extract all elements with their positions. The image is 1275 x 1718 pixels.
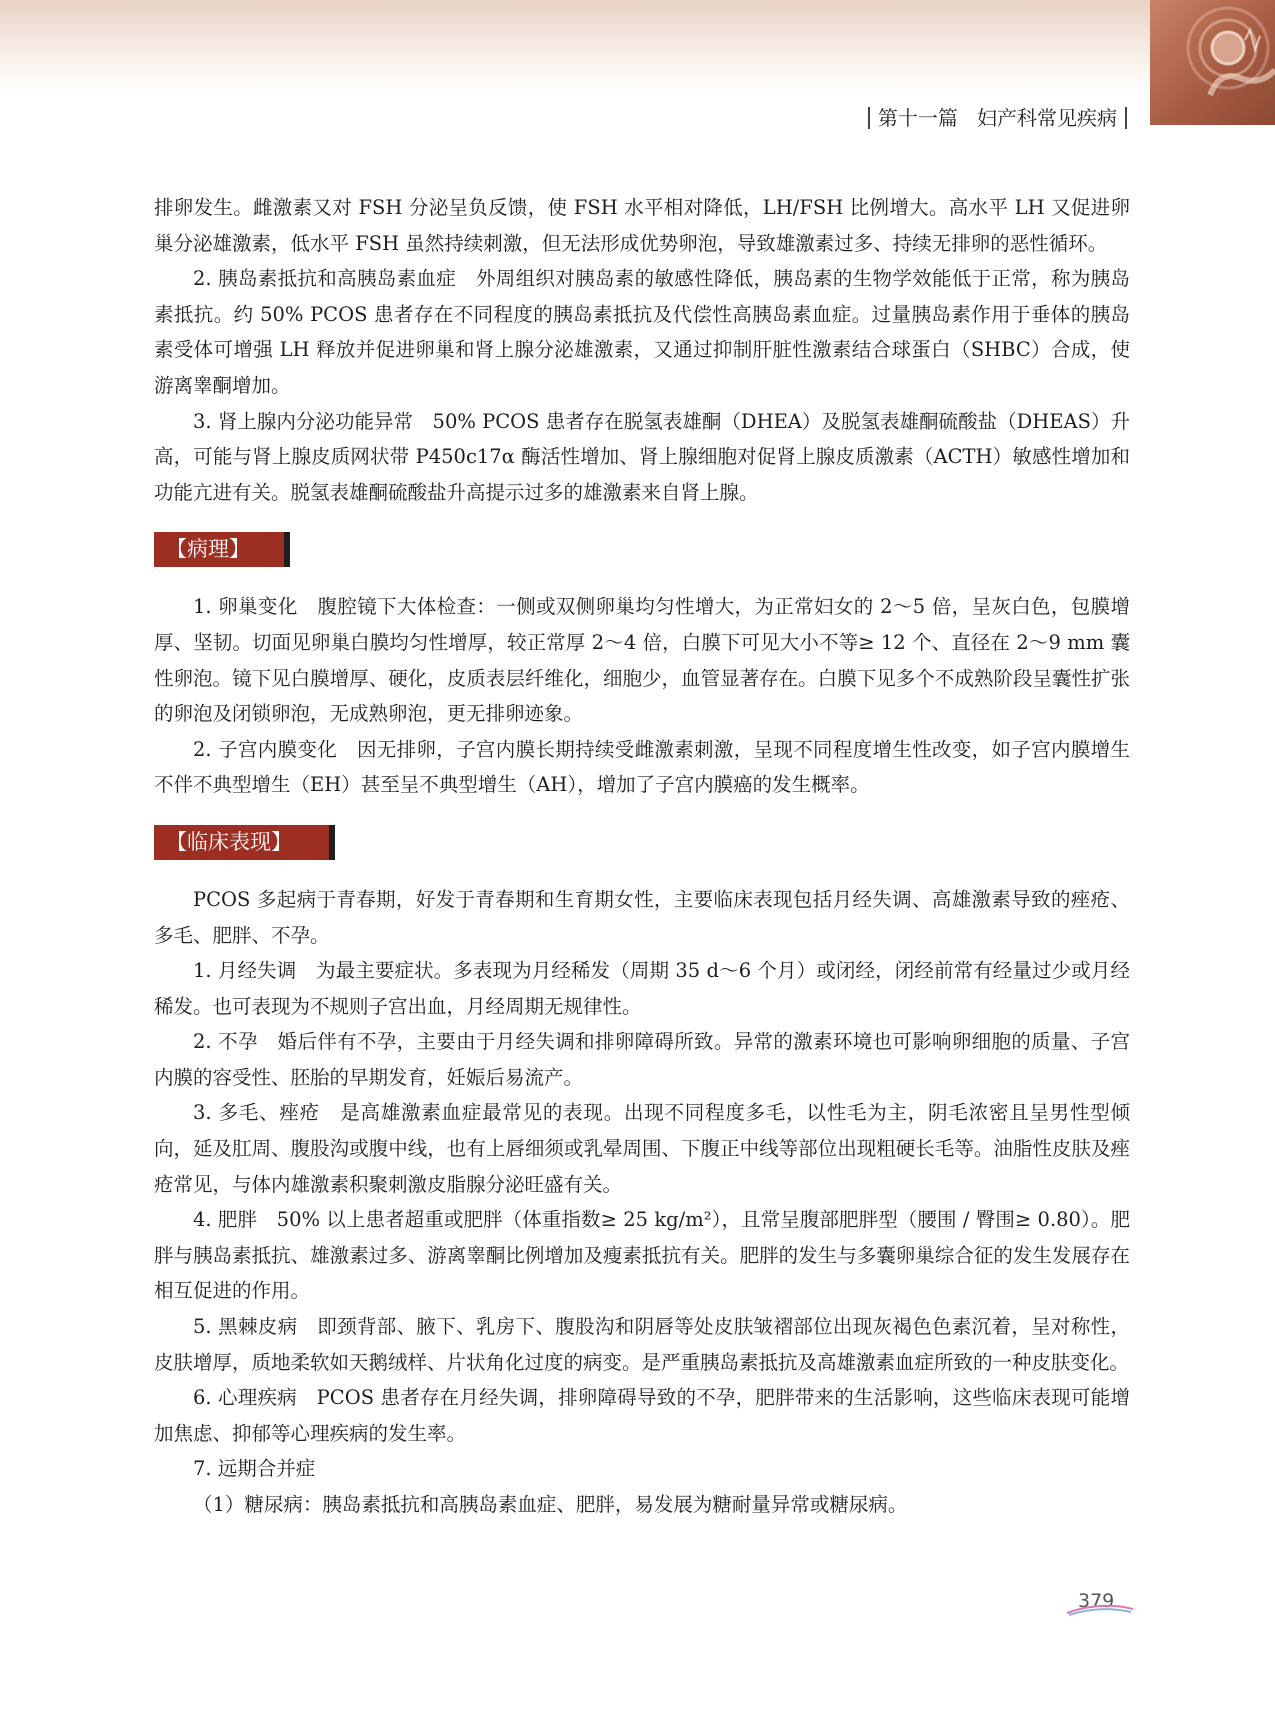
paragraph: PCOS 多起病于青春期，好发于青春期和生育期女性，主要临床表现包括月经失调、高雄激素导致的痤疮、多毛、肥胖、不孕。 [154, 887, 1130, 947]
header-title: 妇产科常见疾病 [977, 106, 1117, 130]
paragraph: 2. 子宫内膜变化 因无排卵，子宫内膜长期持续受雌激素刺激，呈现不同程度增生性改变，如子宫内膜增生不伴不典型增生（EH）甚至呈不典型增生（AH），增加了子宫内膜癌的发生概率。 [154, 737, 1130, 797]
header-divider [868, 107, 870, 129]
paragraph: 2. 胰岛素抵抗和高胰岛素血症 外周组织对胰岛素的敏感性降低，胰岛素的生物学效能低于正常，称为胰岛素抵抗。约 50% PCOS 患者存在不同程度的胰岛素抵抗及代偿性高胰岛素血症。过量胰岛素作用于垂体的胰岛素受体可增强 LH 释放并促进卵巢和肾上腺分泌雄激素，又通过抑制肝脏性激素结合球蛋白（SHBC）合成，使游离睾酮增加。 [154, 267, 1130, 397]
page-body [154, 190, 1130, 1523]
header-decoration-image [1150, 0, 1275, 125]
paragraph: 1. 卵巢变化 腹腔镜下大体检查：一侧或双侧卵巢均匀性增大，为正常妇女的 2～5 倍，呈灰白色，包膜增厚、坚韧。切面见卵巢白膜均匀性增厚，较正常厚 2～4 倍，白膜下可见大小不等≥ 12 个、直径在 2～9 mm 囊性卵泡。镜下见白膜增厚、硬化，皮质表层纤维化，细胞少，血管显著存在。白膜下见多个不成熟阶段呈囊性扩张的卵泡及闭锁卵泡，无成熟卵泡，更无排卵迹象。 [154, 595, 1130, 726]
paragraph: 2. 不孕 婚后伴有不孕，主要由于月经失调和排卵障碍所致。异常的激素环境也可影响卵细胞的质量、子宫内膜的容受性、胚胎的早期发育，妊娠后易流产。 [154, 1030, 1130, 1089]
header-band [0, 0, 1275, 95]
paragraph: 排卵发生。雌激素又对 FSH 分泌呈负反馈，使 FSH 水平相对降低，LH/FSH 比例增大。高水平 LH 又促进卵巢分泌雄激素，低水平 FSH 虽然持续刺激，但无法形成优势卵泡，导致雄激素过多、持续无排卵的恶性循环。 [154, 196, 1130, 255]
paragraph: 3. 肾上腺内分泌功能异常 50% PCOS 患者存在脱氢表雄酮（DHEA）及脱氢表雄酮硫酸盐（DHEAS）升高，可能与肾上腺皮质网状带 P450c17α 酶活性增加、肾上腺细胞对促肾上腺皮质激素（ACTH）敏感性增加和功能亢进有关。脱氢表雄酮硫酸盐升高提示过多的雄激素来自肾上腺。 [154, 409, 1130, 504]
paragraph: 1. 月经失调 为最主要症状。多表现为月经稀发（周期 35 d～6 个月）或闭经，闭经前常有经量过少或月经稀发。也可表现为不规则子宫出血，月经周期无规律性。 [154, 959, 1130, 1018]
paragraph: 6. 心理疾病 PCOS 患者存在月经失调，排卵障碍导致的不孕，肥胖带来的生活影响，这些临床表现可能增加焦虑、抑郁等心理疾病的发生率。 [154, 1386, 1130, 1445]
running-header [860, 102, 1135, 131]
header-divider [1125, 107, 1127, 129]
paragraph: 5. 黑棘皮病 即颈背部、腋下、乳房下、腹股沟和阴唇等处皮肤皱褶部位出现灰褐色色素沉着，呈对称性，皮肤增厚，质地柔软如天鹅绒样、片状角化过度的病变。是严重胰岛素抵抗及高雄激素血症所致的一种皮肤变化。 [154, 1315, 1130, 1374]
paragraph: （1）糖尿病：胰岛素抵抗和高胰岛素血症、肥胖，易发展为糖耐量异常或糖尿病。 [193, 1493, 908, 1516]
stethoscope-icon [1150, 0, 1275, 125]
paragraph: 3. 多毛、痤疮 是高雄激素血症最常见的表现。出现不同程度多毛，以性毛为主，阴毛浓密且呈男性型倾向，延及肛周、腹股沟或腹中线，也有上唇细须或乳晕周围、下腹正中线等部位出现粗硬长毛等。油脂性皮肤及痤疮常见，与体内雄激素积聚刺激皮脂腺分泌旺盛有关。 [154, 1101, 1130, 1196]
paragraph: 4. 肥胖 50% 以上患者超重或肥胖（体重指数≥ 25 kg/m²），且常呈腹部肥胖型（腰围 / 臀围≥ 0.80）。肥胖与胰岛素抵抗、雄激素过多、游离睾酮比例增加及瘦素抵抗有关。肥胖的发生与多囊卵巢综合征的发生发展存在相互促进的作用。 [154, 1208, 1130, 1303]
section-heading-pathology: 【病理】 [154, 532, 284, 567]
section-heading-clinical: 【临床表现】 [154, 825, 329, 860]
page-number-swoosh-icon [1065, 1603, 1135, 1617]
paragraph: 7. 远期合并症 [193, 1457, 316, 1481]
header-part: 第十一篇 [877, 106, 958, 130]
page-number: 379 [1078, 1590, 1115, 1612]
